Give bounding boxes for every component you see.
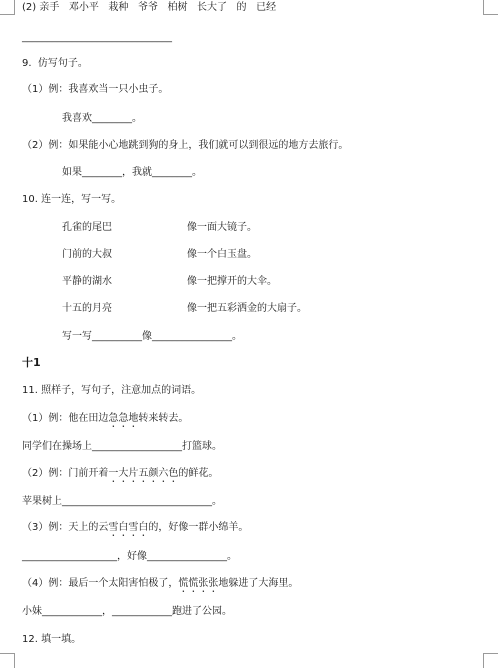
q11-example-3 bbox=[22, 521, 248, 539]
q11-example-4 bbox=[22, 577, 298, 595]
q11-example-2 bbox=[22, 467, 218, 485]
q11-fill-1[interactable]: 同学们在操场上__________________打篮球。 bbox=[22, 441, 222, 452]
q9-fill-1[interactable]: 我喜欢________。 bbox=[62, 113, 142, 124]
example-text: 地躲进了大海里。 bbox=[218, 578, 299, 589]
q11-fill-4[interactable]: 小妹____________，____________跑进了公园。 bbox=[22, 606, 232, 617]
q9-title: 9. 仿写句子。 bbox=[22, 58, 88, 69]
q10-right-item[interactable]: 像一把撑开的大伞。 bbox=[187, 276, 277, 287]
word-order-line: (2) 亲手 邓小平 栽种 爷爷 柏树 长大了 的 已经 bbox=[22, 2, 277, 13]
crop-mark-bottom-left bbox=[0, 653, 15, 668]
crop-mark-bottom-right bbox=[483, 653, 498, 668]
example-text: 转来转去。 bbox=[138, 413, 189, 424]
q10-right-item[interactable]: 像一把五彩洒金的大扇子。 bbox=[187, 303, 307, 314]
q11-fill-3[interactable]: ___________________，好像________________。 bbox=[22, 551, 237, 562]
dotted-word: 急急地 bbox=[108, 413, 139, 424]
example-text: （2）例：门前开着 bbox=[22, 468, 109, 479]
dotted-word: 雪白雪白 bbox=[108, 522, 149, 533]
q10-right-item[interactable]: 像一个白玉盘。 bbox=[187, 249, 257, 260]
section-heading: 十1 bbox=[22, 356, 41, 369]
q10-right-item[interactable]: 像一面大镜子。 bbox=[187, 222, 257, 233]
q9-example-2: （2）例：如果能小心地跳到狗的身上，我们就可以到很远的地方去旅行。 bbox=[22, 140, 349, 151]
example-text: 的鲜花。 bbox=[178, 468, 219, 479]
dotted-word: 慌慌张张 bbox=[178, 578, 219, 589]
q11-title: 11. 照样子，写句子，注意加点的词语。 bbox=[22, 385, 202, 396]
crop-mark-top-right bbox=[483, 0, 498, 15]
q12-title: 12. 填一填。 bbox=[22, 634, 82, 645]
q9-example-1: （1）例：我喜欢当一只小虫子。 bbox=[22, 84, 169, 95]
example-text: （3）例：天上的云 bbox=[22, 522, 109, 533]
crop-mark-top-left bbox=[0, 0, 15, 15]
q10-left-item[interactable]: 平静的湖水 bbox=[62, 276, 112, 287]
word-order-answer-blank[interactable]: ______________________________ bbox=[22, 32, 172, 43]
q11-fill-2[interactable]: 苹果树上______________________________。 bbox=[22, 496, 222, 507]
q9-fill-2[interactable]: 如果________，我就________。 bbox=[62, 167, 202, 178]
q10-left-item[interactable]: 门前的大叔 bbox=[62, 249, 112, 260]
dotted-word: 一大片五颜六色 bbox=[108, 468, 179, 479]
q11-example-1 bbox=[22, 412, 188, 430]
q10-left-item[interactable]: 十五的月亮 bbox=[62, 303, 112, 314]
example-text: （1）例：他在田边 bbox=[22, 413, 109, 424]
q10-write-line[interactable]: 写一写__________像________________。 bbox=[62, 331, 242, 342]
q10-title: 10. 连一连，写一写。 bbox=[22, 194, 122, 205]
q10-left-item[interactable]: 孔雀的尾巴 bbox=[62, 222, 112, 233]
example-text: （4）例：最后一个太阳害怕极了， bbox=[22, 578, 179, 589]
example-text: 的，好像一群小绵羊。 bbox=[148, 522, 249, 533]
